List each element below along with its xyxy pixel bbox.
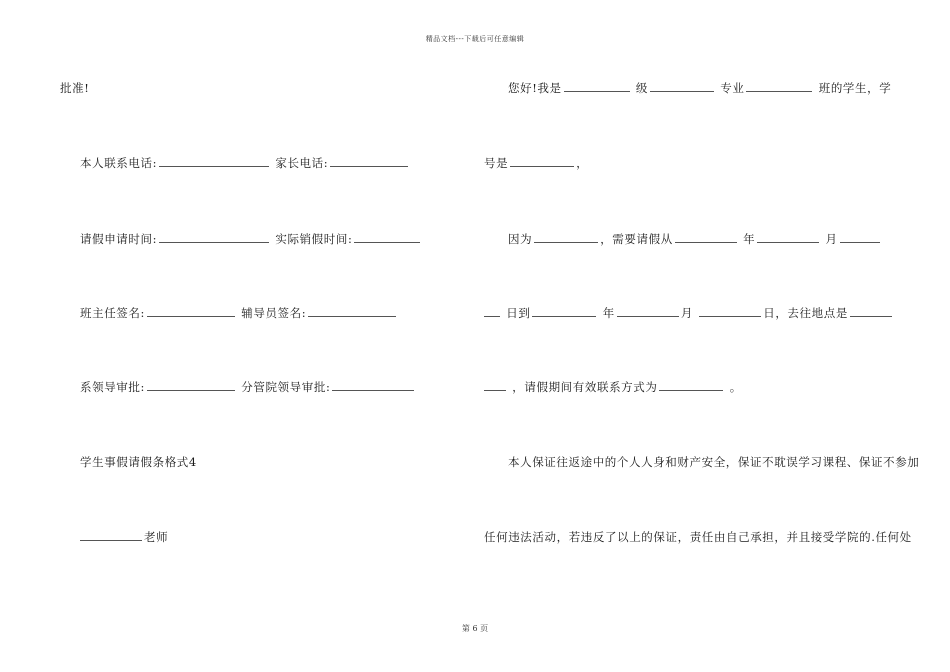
- destination-blank-cont[interactable]: [484, 380, 506, 391]
- dept-leader-blank[interactable]: [147, 380, 235, 391]
- contact-text: ，请假期间有效联系方式为: [512, 380, 658, 394]
- from-day-blank[interactable]: [840, 232, 880, 243]
- actual-time-label: 实际销假时间:: [275, 232, 353, 246]
- from-month-blank[interactable]: [757, 232, 819, 243]
- year-text: 年: [743, 232, 756, 246]
- from-year-blank[interactable]: [675, 232, 737, 243]
- faculty-leader-label: 分管院领导审批:: [241, 380, 331, 394]
- apply-time-blank[interactable]: [159, 232, 269, 243]
- contact-method-blank[interactable]: [659, 380, 723, 391]
- from-day-blank-cont[interactable]: [484, 306, 500, 317]
- major-text: 专业: [720, 81, 745, 95]
- destination-blank[interactable]: [850, 306, 892, 317]
- apply-time-label: 请假申请时间:: [80, 232, 158, 246]
- period-text: 。: [729, 380, 742, 394]
- approval-row: [80, 380, 416, 394]
- guarantee-line-2: 任何违法活动，若违反了以上的保证，责任由自己承担，并且接受学院的.任何处: [484, 530, 912, 544]
- signature-row: [80, 306, 398, 320]
- to-year-text: 年: [602, 306, 615, 320]
- student-id-blank[interactable]: [510, 156, 574, 167]
- reason-blank[interactable]: [534, 232, 598, 243]
- parent-phone-blank[interactable]: [330, 156, 408, 167]
- major-blank[interactable]: [650, 81, 714, 92]
- greeting-text: 您好!我是: [508, 81, 562, 95]
- guarantee-line-1: 本人保证往返途中的个人人身和财产安全，保证不耽误学习课程、保证不参加: [508, 455, 920, 469]
- reason-row: [508, 232, 882, 246]
- page-header: 精品文档---下载后可任意编辑: [425, 35, 525, 43]
- counselor-blank[interactable]: [308, 306, 396, 317]
- page-number: 第 6 页: [461, 624, 489, 633]
- head-teacher-label: 班主任签名:: [80, 306, 145, 320]
- phone-blank[interactable]: [159, 156, 269, 167]
- to-day-blank[interactable]: [699, 306, 761, 317]
- class-blank[interactable]: [746, 81, 812, 92]
- to-year-blank[interactable]: [532, 306, 596, 317]
- dates-row: [484, 306, 894, 320]
- day-to-text: 日到: [506, 306, 531, 320]
- head-teacher-blank[interactable]: [147, 306, 235, 317]
- section-title: 学生事假请假条格式4: [80, 455, 197, 469]
- student-id-row: [484, 156, 588, 170]
- teacher-name-blank[interactable]: [80, 530, 142, 541]
- grade-blank[interactable]: [564, 81, 630, 92]
- because-text: 因为: [508, 232, 533, 246]
- faculty-leader-blank[interactable]: [332, 380, 414, 391]
- phone-label: 本人联系电话:: [80, 156, 158, 170]
- month-text: 月: [825, 232, 838, 246]
- teacher-row: [80, 530, 168, 544]
- actual-time-blank[interactable]: [354, 232, 420, 243]
- student-id-text: 号是: [484, 156, 509, 170]
- to-month-text: 月: [680, 306, 693, 320]
- approval-text: 批准!: [60, 81, 90, 95]
- counselor-label: 辅导员签名:: [241, 306, 307, 320]
- need-leave-text: ，需要请假从: [600, 232, 673, 246]
- parent-phone-label: 家长电话:: [275, 156, 329, 170]
- time-row: [80, 232, 422, 246]
- greeting-row: [508, 81, 891, 95]
- to-month-blank[interactable]: [617, 306, 679, 317]
- student-id-comma: ，: [576, 156, 589, 170]
- contact-method-row: [484, 380, 742, 394]
- day-dest-text: 日，去往地点是: [763, 306, 848, 320]
- contact-row: [80, 156, 410, 170]
- class-student-text: 班的学生，学: [818, 81, 892, 95]
- grade-text: 级: [635, 81, 648, 95]
- dept-leader-label: 系领导审批:: [80, 380, 145, 394]
- teacher-suffix: 老师: [144, 530, 169, 544]
